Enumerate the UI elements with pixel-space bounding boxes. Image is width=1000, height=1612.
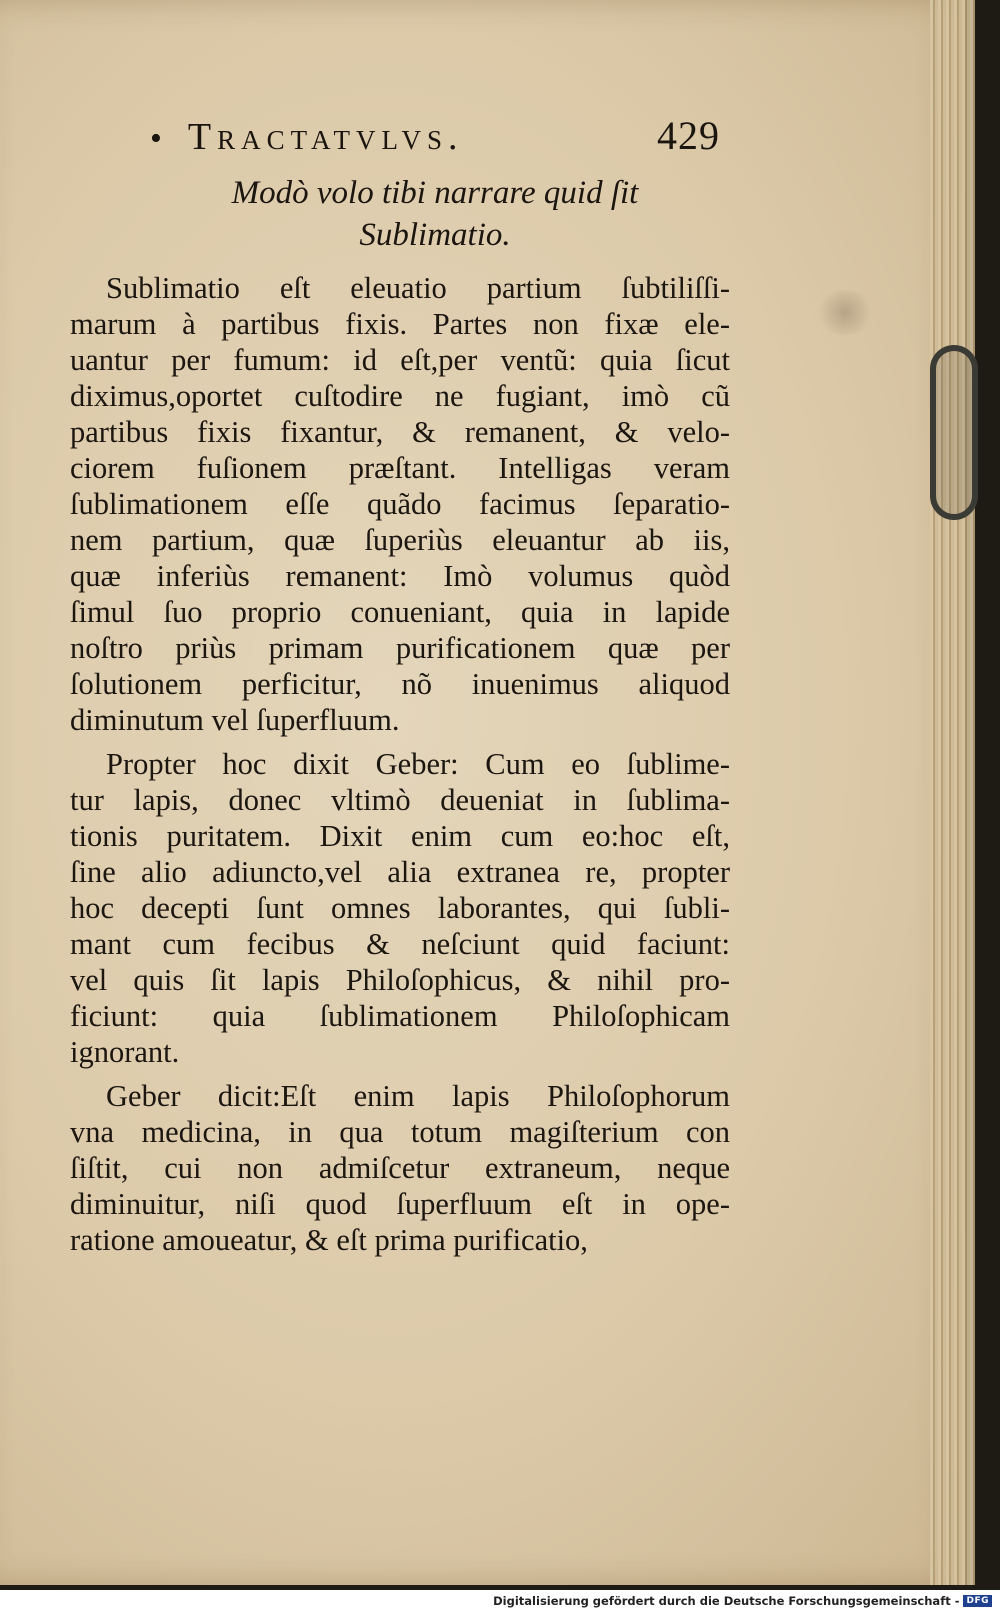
text-line: ciorem fuſionem præſtant. Intelligas veram [70, 451, 730, 485]
text-line: hoc decepti ſunt omnes laborantes, qui ſubli- [70, 891, 730, 925]
running-header [150, 112, 720, 162]
paragraph [70, 746, 730, 1070]
text-line: ſublimationem eſſe quãdo facimus ſeparatio- [70, 487, 730, 521]
text-line: partibus fixis fixantur, & remanent, & velo- [70, 415, 730, 449]
text-line: ſimul ſuo proprio conueniant, quia in lapide [70, 595, 730, 629]
heading-line: Modò volo tibi narrare quid ſit [231, 175, 639, 211]
text-line: ſine alio adiuncto,vel alia extranea re, propter [70, 855, 730, 889]
text-line: nem partium, quæ ſuperiùs eleuantur ab iis, [70, 523, 730, 557]
paragraph-gap [70, 738, 730, 746]
text-line: ſiſtit, cui non admiſcetur extraneum, neque [70, 1151, 730, 1185]
text-line: ignorant. [70, 1035, 180, 1069]
text-line: mant cum fecibus & neſciunt quid faciunt: [70, 927, 730, 961]
text-line: marum à partibus fixis. Partes non fixæ ele- [70, 307, 730, 341]
text-line: ratione amoueatur, & eſt prima purificatio, [70, 1223, 588, 1257]
heading-line: Sublimatio. [359, 217, 511, 253]
text-line: Propter hoc dixit Geber: Cum eo ſublime- [106, 747, 730, 781]
header-title: Tractatvlvs. [187, 116, 464, 158]
text-line: ficiunt: quia ſublimationem Philoſophicam [70, 999, 730, 1033]
text-line: vel quis ſit lapis Philoſophicus, & nihil pro- [70, 963, 730, 997]
text-line: uantur per fumum: id eſt,per ventũ: quia ſicut [70, 343, 730, 377]
text-line: diminutum vel ſuperfluum. [70, 703, 400, 737]
dfg-logo: DFG [963, 1595, 992, 1607]
book-clasp [930, 345, 978, 520]
text-line: diximus,oportet cuſtodire ne fugiant, imò cũ [70, 379, 730, 413]
text-line: tionis puritatem. Dixit enim cum eo:hoc eſt, [70, 819, 730, 853]
section-heading [150, 172, 720, 256]
footer-credit [493, 1594, 992, 1608]
header-dot: • [150, 120, 162, 157]
paragraph [70, 270, 730, 738]
page-edges [930, 0, 975, 1585]
text-line: quæ inferiùs remanent: Imò volumus quòd [70, 559, 730, 593]
page-number: 429 [657, 113, 720, 158]
text-line: ſolutionem perficitur, nõ inuenimus aliquod [70, 667, 730, 701]
text-line: Sublimatio eſt eleuatio partium ſubtiliſſi- [106, 271, 730, 305]
body-text [70, 270, 730, 1258]
paper-stain [815, 290, 875, 335]
text-line: vna medicina, in qua totum magiſterium con [70, 1115, 730, 1149]
paragraph [70, 1078, 730, 1258]
paragraph-gap [70, 1070, 730, 1078]
footer-credit-text: Digitalisierung gefördert durch die Deutsche Forschungsgemeinschaft - [493, 1594, 960, 1608]
text-line: Geber dicit:Eſt enim lapis Philoſophorum [106, 1079, 730, 1113]
text-line: diminuitur, niſi quod ſuperfluum eſt in ope- [70, 1187, 730, 1221]
text-line: noſtro priùs primam purificationem quæ per [70, 631, 730, 665]
text-line: tur lapis, donec vltimò deueniat in ſublima- [70, 783, 730, 817]
